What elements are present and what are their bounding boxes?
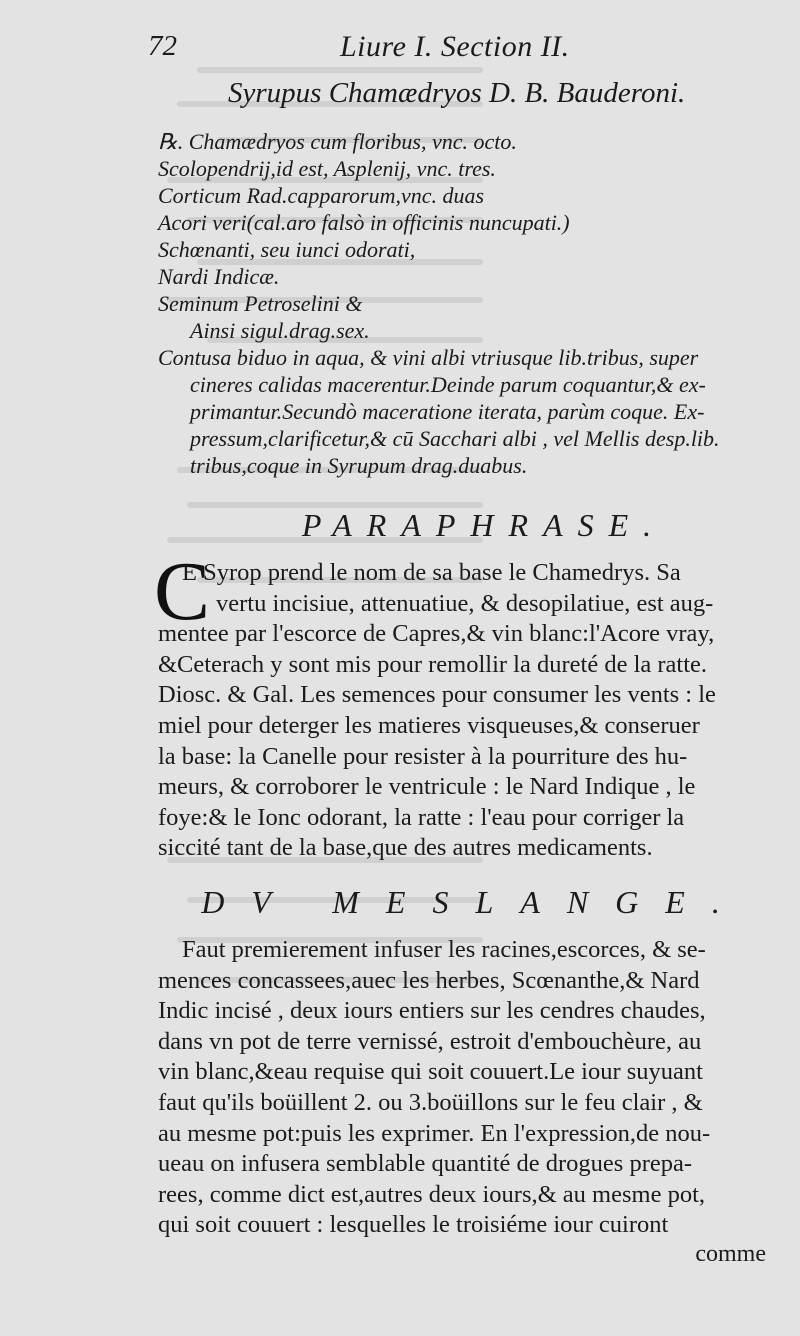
paragraph-line: mences concassees,auec les herbes, Scœnanthe,& Nard (158, 966, 700, 994)
paragraph-line: &Ceterach y sont mis pour remollir la dureté de la ratte. (158, 650, 708, 678)
paragraph-line: Faut premierement infuser les racines,escorces, & se- (182, 935, 706, 963)
paragraph-line: qui soit couuert : lesquelles le troisiéme iour cuiront (158, 1211, 669, 1239)
meslange-paragraph (158, 935, 770, 1241)
recipe-line: pressum,clarificetur,& cū Sacchari albi , vel Mellis desp.lib. (190, 426, 720, 451)
paragraph-line: vin blanc,&eau requise qui soit couuert.Le iour suyuant (158, 1058, 703, 1086)
paragraph-line: faut qu'ils boüillent 2. ou 3.boüillons sur le feu clair , & (158, 1088, 703, 1116)
recipe-line: Nardi Indicæ. (158, 264, 280, 289)
recipe-line: Contusa biduo in aqua, & vini albi vtriusque lib.tribus, super (158, 345, 699, 370)
running-head (148, 28, 770, 76)
page-content (148, 28, 770, 1267)
drop-cap: C (154, 545, 211, 638)
page-number: 72 (148, 30, 177, 62)
paragraph-line: la base: la Canelle pour resister à la pourriture des hu- (158, 742, 688, 770)
paragraph-line: meurs, & corroborer le ventricule : le Nard Indique , le (158, 773, 696, 801)
paragraph-line: foye:& le Ionc odorant, la ratte : l'eau pour corriger la (158, 803, 685, 831)
paragraph-line: Indic incisé , deux iours entiers sur les cendres chaudes, (158, 997, 706, 1025)
paraphrase-paragraph (154, 545, 770, 864)
recipe-line: Acori veri(cal.aro falsò in officinis nuncupati.) (158, 210, 570, 235)
paragraph-line: vertu incisiue, attenuatiue, & desopilatiue, est aug- (216, 589, 714, 617)
paragraph-line: Diosc. & Gal. Les semences pour consumer les vents : le (158, 681, 716, 709)
recipe-line: tribus,coque in Syrupum drag.duabus. (190, 453, 528, 478)
paragraph-line: rees, comme dict est,autres deux iours,& au mesme pot, (158, 1180, 706, 1208)
paragraph-line: au mesme pot:puis les exprimer. En l'expression,de nou- (158, 1119, 711, 1147)
paragraph-line: ueau on infusera semblable quantité de drogues prepa- (158, 1150, 693, 1178)
recipe-line: primantur.Secundò maceratione iterata, parùm coque. Ex- (190, 399, 705, 424)
paraphrase-heading: PARAPHRASE. (301, 507, 667, 543)
paragraph-line: dans vn pot de terre vernissé, estroit d'embouchèure, au (158, 1027, 702, 1055)
paragraph-line: E Syrop prend le nom de sa base le Chamedrys. Sa (182, 559, 681, 586)
paragraph-line: siccité tant de la base,que des autres medicaments. (158, 834, 653, 862)
recipe-line: Seminum Petroselini & (158, 291, 363, 316)
recipe-line: cineres calidas macerentur.Deinde parum coquantur,& ex- (190, 372, 706, 397)
recipe-line: ℞. Chamædryos cum floribus, vnc. octo. (158, 129, 517, 154)
paragraph-line: mentee par l'escorce de Capres,& vin blanc:l'Acore vray, (158, 620, 715, 648)
recipe-line: Corticum Rad.capparorum,vnc. duas (158, 183, 485, 208)
paragraph-line: miel pour deterger les matieres visqueuses,& conseruer (158, 711, 700, 739)
recipe-list (158, 128, 770, 479)
recipe-line: Schœnanti, seu iunci odorati, (158, 237, 416, 262)
running-title: Liure I. Section II. (340, 30, 570, 63)
recipe-line: Ainsi sigul.drag.sex. (190, 318, 370, 343)
meslange-heading: DV MESLANGE. (201, 883, 747, 920)
recipe-line: Scolopendrij,id est, Asplenij, vnc. tres. (158, 156, 496, 181)
catchword: comme (695, 1240, 766, 1267)
recipe-title: Syrupus Chamædryos D. B. Bauderoni. (228, 77, 686, 109)
